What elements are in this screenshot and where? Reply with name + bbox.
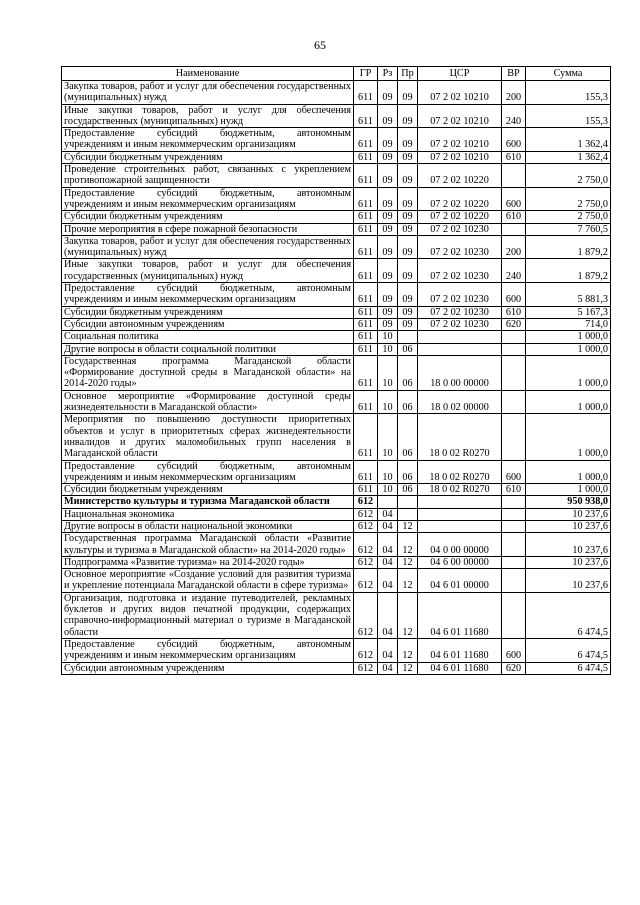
row-rz-cell [378, 496, 398, 508]
table-row [62, 104, 611, 128]
row-rz-cell: 09 [378, 283, 398, 307]
row-name-cell: Организация, подготовка и издание путеводителей, рекламных буклетов и других видов печатной продукции, содержащих справочно-информационный материал о туризме в Магаданской области [62, 592, 354, 638]
row-name-cell: Субсидии автономным учреждениям [62, 318, 354, 330]
row-vr-cell [502, 533, 526, 557]
row-name-cell: Субсидии автономным учреждениям [62, 662, 354, 674]
header-pr: Пр [398, 67, 418, 81]
row-sum-cell: 950 938,0 [526, 496, 611, 508]
row-csr-cell: 07 2 02 10210 [418, 81, 502, 105]
row-name-cell: Предоставление субсидий бюджетным, автономным учреждениям и иным некоммерческим организациям [62, 283, 354, 307]
row-gr-cell: 612 [354, 520, 378, 532]
row-rz-cell: 09 [378, 235, 398, 259]
row-name-cell: Предоставление субсидий бюджетным, автономным учреждениям и иным некоммерческим организациям [62, 187, 354, 211]
row-pr-cell: 12 [398, 520, 418, 532]
row-name-cell: Основное мероприятие «Формирование доступной среды жизнедеятельности в Магаданской области» [62, 390, 354, 414]
row-sum-cell: 1 879,2 [526, 259, 611, 283]
table-row [62, 508, 611, 520]
row-rz-cell: 09 [378, 306, 398, 318]
table-row [62, 318, 611, 330]
table-body [62, 81, 611, 675]
row-pr-cell: 09 [398, 151, 418, 163]
row-csr-cell: 04 6 00 00000 [418, 556, 502, 568]
row-vr-cell: 600 [502, 283, 526, 307]
row-vr-cell: 600 [502, 638, 526, 662]
table-row [62, 520, 611, 532]
row-gr-cell: 611 [354, 104, 378, 128]
row-csr-cell [418, 331, 502, 343]
row-name-cell: Другие вопросы в области социальной политики [62, 343, 354, 355]
row-sum-cell: 6 474,5 [526, 592, 611, 638]
table-row [62, 81, 611, 105]
table-row [62, 128, 611, 152]
row-rz-cell: 04 [378, 520, 398, 532]
row-pr-cell: 12 [398, 556, 418, 568]
table-row [62, 306, 611, 318]
row-rz-cell: 09 [378, 81, 398, 105]
row-pr-cell: 06 [398, 355, 418, 390]
row-sum-cell: 5 881,3 [526, 283, 611, 307]
row-name-cell: Основное мероприятие «Создание условий для развития туризма и укрепление потенциала Магаданской области в сфере туризма» [62, 569, 354, 593]
row-sum-cell: 1 879,2 [526, 235, 611, 259]
row-pr-cell: 09 [398, 318, 418, 330]
row-gr-cell: 611 [354, 460, 378, 484]
row-csr-cell: 07 2 02 10230 [418, 223, 502, 235]
row-name-cell: Иные закупки товаров, работ и услуг для обеспечения государственных (муниципальных) нужд [62, 104, 354, 128]
row-csr-cell [418, 508, 502, 520]
row-gr-cell: 612 [354, 592, 378, 638]
row-vr-cell [502, 164, 526, 188]
row-pr-cell: 09 [398, 259, 418, 283]
row-sum-cell: 1 000,0 [526, 343, 611, 355]
row-csr-cell: 18 0 00 00000 [418, 355, 502, 390]
row-gr-cell: 611 [354, 390, 378, 414]
row-gr-cell: 612 [354, 638, 378, 662]
row-pr-cell [398, 508, 418, 520]
header-sum: Сумма [526, 67, 611, 81]
table-row [62, 331, 611, 343]
row-rz-cell: 04 [378, 569, 398, 593]
page-number: 65 [314, 38, 326, 52]
row-gr-cell: 612 [354, 508, 378, 520]
row-rz-cell: 04 [378, 508, 398, 520]
row-rz-cell: 09 [378, 187, 398, 211]
row-name-cell: Подпрограмма «Развитие туризма» на 2014-2020 годы» [62, 556, 354, 568]
row-name-cell: Иные закупки товаров, работ и услуг для обеспечения государственных (муниципальных) нужд [62, 259, 354, 283]
header-csr: ЦСР [418, 67, 502, 81]
row-gr-cell: 611 [354, 235, 378, 259]
row-gr-cell: 611 [354, 331, 378, 343]
row-rz-cell: 09 [378, 104, 398, 128]
row-vr-cell: 200 [502, 81, 526, 105]
row-csr-cell [418, 496, 502, 508]
row-rz-cell: 10 [378, 343, 398, 355]
row-rz-cell: 09 [378, 318, 398, 330]
row-csr-cell: 07 2 02 10210 [418, 104, 502, 128]
row-pr-cell: 09 [398, 306, 418, 318]
table-header-row [62, 67, 611, 81]
row-rz-cell: 04 [378, 592, 398, 638]
row-csr-cell [418, 520, 502, 532]
row-pr-cell: 09 [398, 128, 418, 152]
row-vr-cell: 610 [502, 306, 526, 318]
row-vr-cell: 200 [502, 235, 526, 259]
row-sum-cell: 1 000,0 [526, 390, 611, 414]
row-gr-cell: 612 [354, 496, 378, 508]
table-row [62, 259, 611, 283]
row-name-cell: Субсидии бюджетным учреждениям [62, 151, 354, 163]
row-csr-cell [418, 343, 502, 355]
row-pr-cell: 06 [398, 460, 418, 484]
row-csr-cell: 18 0 02 R0270 [418, 460, 502, 484]
row-name-cell: Предоставление субсидий бюджетным, автономным учреждениям и иным некоммерческим организациям [62, 128, 354, 152]
row-csr-cell: 18 0 02 R0270 [418, 414, 502, 460]
row-sum-cell: 1 000,0 [526, 460, 611, 484]
row-gr-cell: 611 [354, 259, 378, 283]
row-name-cell: Закупка товаров, работ и услуг для обеспечения государственных (муниципальных) нужд [62, 235, 354, 259]
row-pr-cell: 12 [398, 533, 418, 557]
row-vr-cell [502, 496, 526, 508]
table-row [62, 343, 611, 355]
row-sum-cell: 155,3 [526, 81, 611, 105]
row-sum-cell: 10 237,6 [526, 569, 611, 593]
row-vr-cell: 610 [502, 211, 526, 223]
row-sum-cell: 6 474,5 [526, 662, 611, 674]
row-name-cell: Министерство культуры и туризма Магаданской области [62, 496, 354, 508]
row-name-cell: Государственная программа Магаданской области «Формирование доступной среды в Магаданской области» на 2014-2020 годы» [62, 355, 354, 390]
row-vr-cell: 620 [502, 662, 526, 674]
row-rz-cell: 04 [378, 533, 398, 557]
row-rz-cell: 09 [378, 259, 398, 283]
table-row [62, 235, 611, 259]
row-name-cell: Предоставление субсидий бюджетным, автономным учреждениям и иным некоммерческим организациям [62, 460, 354, 484]
row-gr-cell: 611 [354, 164, 378, 188]
row-rz-cell: 09 [378, 223, 398, 235]
row-gr-cell: 611 [354, 343, 378, 355]
row-rz-cell: 04 [378, 662, 398, 674]
row-pr-cell: 09 [398, 187, 418, 211]
row-sum-cell: 7 760,5 [526, 223, 611, 235]
row-sum-cell: 1 000,0 [526, 484, 611, 496]
row-sum-cell: 1 362,4 [526, 151, 611, 163]
row-name-cell: Проведение строительных работ, связанных с укреплением противопожарной защищенности [62, 164, 354, 188]
row-gr-cell: 611 [354, 151, 378, 163]
row-name-cell: Национальная экономика [62, 508, 354, 520]
row-pr-cell: 09 [398, 283, 418, 307]
row-gr-cell: 611 [354, 318, 378, 330]
row-csr-cell: 07 2 02 10230 [418, 283, 502, 307]
row-rz-cell: 09 [378, 211, 398, 223]
table-row [62, 484, 611, 496]
row-sum-cell: 2 750,0 [526, 164, 611, 188]
table-row [62, 556, 611, 568]
header-name: Наименование [62, 67, 354, 81]
row-vr-cell [502, 556, 526, 568]
table-row [62, 533, 611, 557]
header-gr: ГР [354, 67, 378, 81]
row-sum-cell: 10 237,6 [526, 533, 611, 557]
row-vr-cell [502, 331, 526, 343]
row-pr-cell [398, 331, 418, 343]
row-rz-cell: 10 [378, 484, 398, 496]
table-row [62, 283, 611, 307]
row-pr-cell: 09 [398, 81, 418, 105]
row-sum-cell: 5 167,3 [526, 306, 611, 318]
table-row [62, 569, 611, 593]
row-pr-cell: 09 [398, 211, 418, 223]
row-vr-cell [502, 343, 526, 355]
row-rz-cell: 04 [378, 556, 398, 568]
table-row [62, 390, 611, 414]
row-csr-cell: 04 6 01 11680 [418, 592, 502, 638]
table-row [62, 414, 611, 460]
row-sum-cell: 714,0 [526, 318, 611, 330]
row-vr-cell: 600 [502, 460, 526, 484]
row-pr-cell [398, 496, 418, 508]
table-row [62, 592, 611, 638]
row-rz-cell: 09 [378, 128, 398, 152]
row-gr-cell: 612 [354, 556, 378, 568]
row-gr-cell: 612 [354, 569, 378, 593]
row-pr-cell: 12 [398, 662, 418, 674]
row-csr-cell: 07 2 02 10210 [418, 128, 502, 152]
row-csr-cell: 07 2 02 10210 [418, 151, 502, 163]
row-vr-cell: 600 [502, 128, 526, 152]
row-csr-cell: 18 0 02 R0270 [418, 484, 502, 496]
row-name-cell: Субсидии бюджетным учреждениям [62, 484, 354, 496]
row-name-cell: Субсидии бюджетным учреждениям [62, 306, 354, 318]
row-sum-cell: 2 750,0 [526, 187, 611, 211]
row-csr-cell: 18 0 02 00000 [418, 390, 502, 414]
row-name-cell: Закупка товаров, работ и услуг для обеспечения государственных (муниципальных) нужд [62, 81, 354, 105]
table-row [62, 662, 611, 674]
row-name-cell: Субсидии бюджетным учреждениям [62, 211, 354, 223]
row-csr-cell: 04 0 00 00000 [418, 533, 502, 557]
row-rz-cell: 10 [378, 331, 398, 343]
row-csr-cell: 07 2 02 10220 [418, 211, 502, 223]
row-csr-cell: 07 2 02 10230 [418, 259, 502, 283]
row-rz-cell: 10 [378, 355, 398, 390]
row-vr-cell: 610 [502, 151, 526, 163]
row-sum-cell: 10 237,6 [526, 556, 611, 568]
row-pr-cell: 12 [398, 638, 418, 662]
row-gr-cell: 611 [354, 187, 378, 211]
row-pr-cell: 12 [398, 569, 418, 593]
row-vr-cell [502, 520, 526, 532]
row-gr-cell: 611 [354, 306, 378, 318]
row-pr-cell: 06 [398, 414, 418, 460]
row-gr-cell: 611 [354, 211, 378, 223]
row-pr-cell: 09 [398, 235, 418, 259]
table-row [62, 164, 611, 188]
row-pr-cell: 09 [398, 104, 418, 128]
row-rz-cell: 10 [378, 460, 398, 484]
table-row [62, 355, 611, 390]
row-rz-cell: 10 [378, 390, 398, 414]
row-vr-cell: 240 [502, 104, 526, 128]
row-csr-cell: 07 2 02 10230 [418, 306, 502, 318]
row-pr-cell: 06 [398, 343, 418, 355]
row-vr-cell: 600 [502, 187, 526, 211]
table-row [62, 223, 611, 235]
row-name-cell: Прочие мероприятия в сфере пожарной безопасности [62, 223, 354, 235]
row-rz-cell: 09 [378, 164, 398, 188]
table-row [62, 151, 611, 163]
row-vr-cell [502, 390, 526, 414]
row-csr-cell: 04 6 01 11680 [418, 662, 502, 674]
budget-table [61, 66, 611, 675]
row-rz-cell: 10 [378, 414, 398, 460]
row-pr-cell: 12 [398, 592, 418, 638]
row-sum-cell: 1 000,0 [526, 331, 611, 343]
table-row [62, 638, 611, 662]
table-row [62, 211, 611, 223]
row-gr-cell: 611 [354, 81, 378, 105]
row-vr-cell [502, 223, 526, 235]
row-gr-cell: 611 [354, 414, 378, 460]
row-vr-cell [502, 414, 526, 460]
row-sum-cell: 2 750,0 [526, 211, 611, 223]
row-gr-cell: 611 [354, 355, 378, 390]
row-gr-cell: 611 [354, 223, 378, 235]
row-csr-cell: 07 2 02 10230 [418, 235, 502, 259]
row-vr-cell [502, 592, 526, 638]
row-pr-cell: 06 [398, 390, 418, 414]
row-name-cell: Социальная политика [62, 331, 354, 343]
row-gr-cell: 612 [354, 533, 378, 557]
row-gr-cell: 611 [354, 128, 378, 152]
row-vr-cell [502, 569, 526, 593]
row-gr-cell: 611 [354, 283, 378, 307]
row-name-cell: Предоставление субсидий бюджетным, автономным учреждениям и иным некоммерческим организациям [62, 638, 354, 662]
row-vr-cell: 240 [502, 259, 526, 283]
row-sum-cell: 1 000,0 [526, 355, 611, 390]
row-vr-cell [502, 355, 526, 390]
row-rz-cell: 04 [378, 638, 398, 662]
row-name-cell: Другие вопросы в области национальной экономики [62, 520, 354, 532]
row-pr-cell: 09 [398, 223, 418, 235]
row-pr-cell: 09 [398, 164, 418, 188]
table-row [62, 187, 611, 211]
row-csr-cell: 07 2 02 10230 [418, 318, 502, 330]
row-sum-cell: 1 000,0 [526, 414, 611, 460]
row-csr-cell: 07 2 02 10220 [418, 187, 502, 211]
table-row [62, 496, 611, 508]
row-csr-cell: 04 6 01 00000 [418, 569, 502, 593]
row-vr-cell: 610 [502, 484, 526, 496]
row-sum-cell: 6 474,5 [526, 638, 611, 662]
row-csr-cell: 04 6 01 11680 [418, 638, 502, 662]
row-vr-cell: 620 [502, 318, 526, 330]
row-name-cell: Мероприятия по повышению доступности приоритетных объектов и услуг в приоритетных сферах жизнедеятельности инвалидов и других маломобильных групп населения в Магаданской области [62, 414, 354, 460]
row-sum-cell: 1 362,4 [526, 128, 611, 152]
row-gr-cell: 612 [354, 662, 378, 674]
row-sum-cell: 155,3 [526, 104, 611, 128]
header-vr: ВР [502, 67, 526, 81]
header-rz: Рз [378, 67, 398, 81]
table-row [62, 460, 611, 484]
row-csr-cell: 07 2 02 10220 [418, 164, 502, 188]
row-pr-cell: 06 [398, 484, 418, 496]
row-vr-cell [502, 508, 526, 520]
row-gr-cell: 611 [354, 484, 378, 496]
row-sum-cell: 10 237,6 [526, 508, 611, 520]
row-sum-cell: 10 237,6 [526, 520, 611, 532]
row-name-cell: Государственная программа Магаданской области «Развитие культуры и туризма в Магаданской области» на 2014-2020 годы» [62, 533, 354, 557]
row-rz-cell: 09 [378, 151, 398, 163]
